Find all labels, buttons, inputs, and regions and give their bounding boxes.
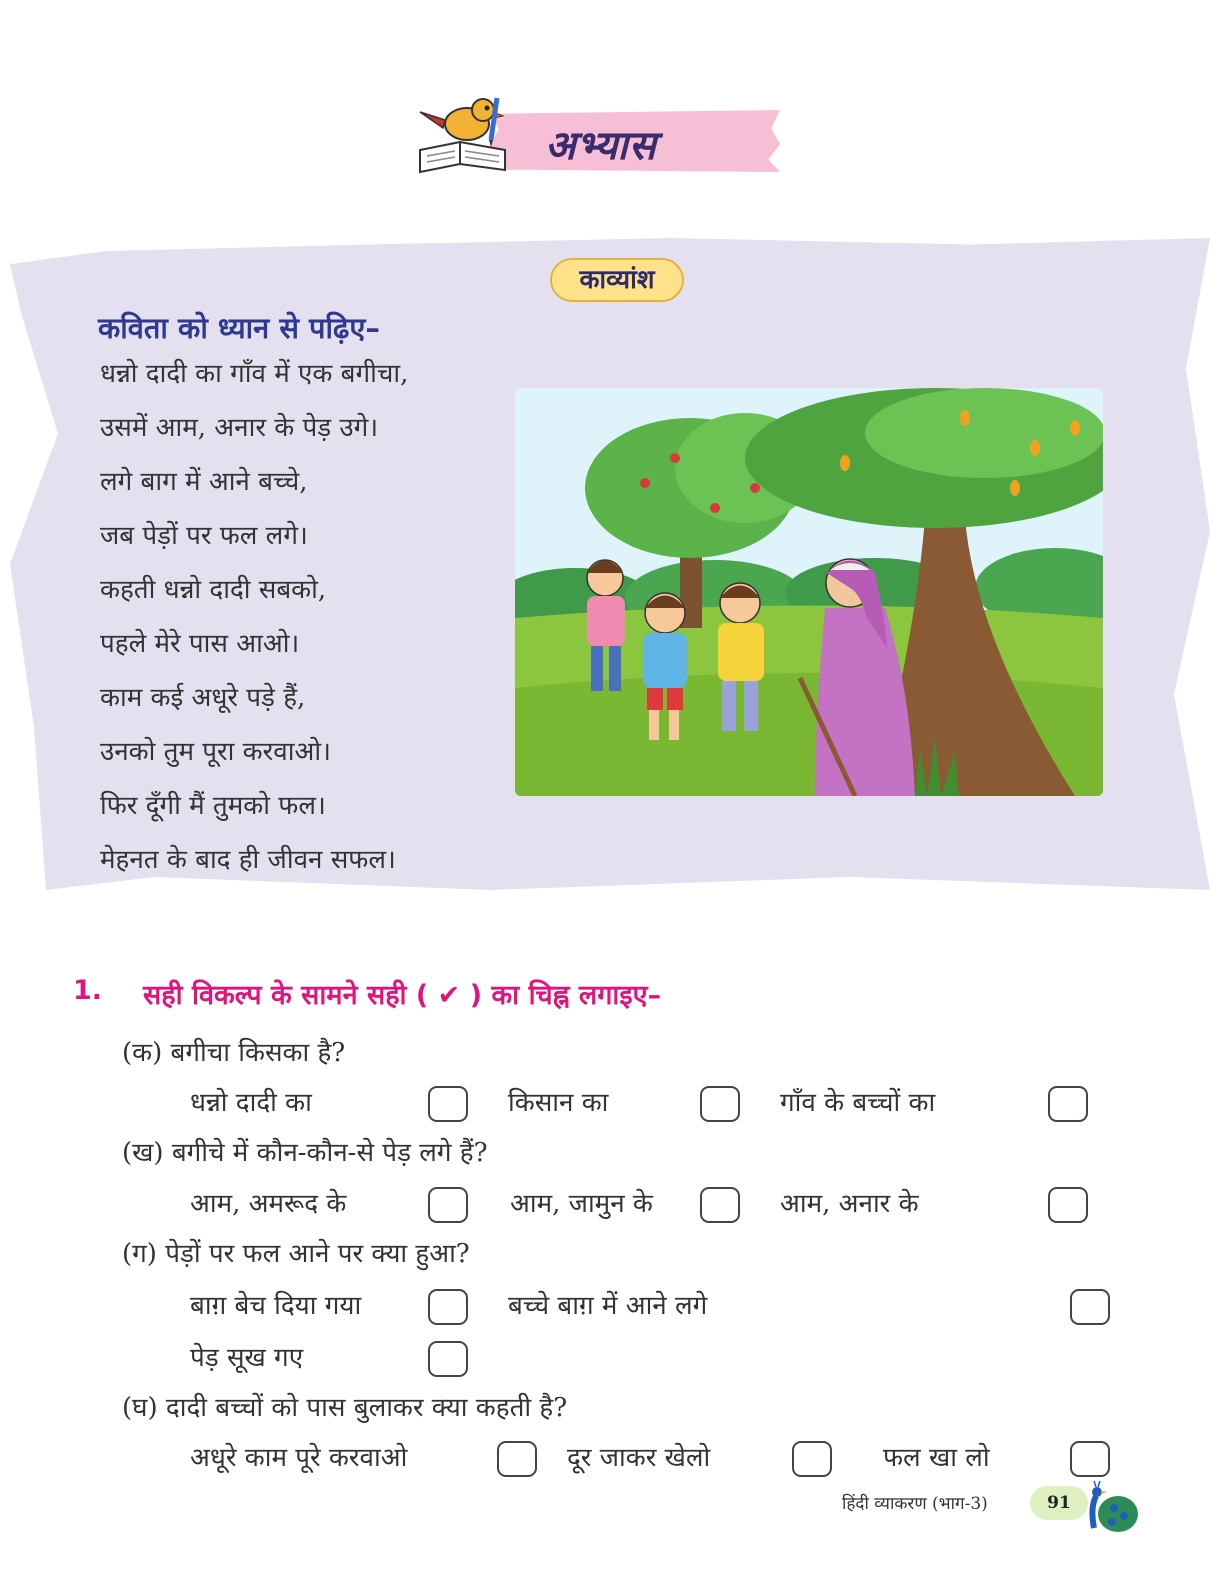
peacock-icon: [1080, 1478, 1140, 1538]
option-label: दूर जाकर खेलो: [567, 1443, 711, 1473]
poem: [100, 354, 408, 894]
poem-line: पहले मेरे पास आओ।: [100, 629, 300, 659]
poem-line: काम कई अधूरे पड़े हैं,: [100, 683, 306, 713]
answer-checkbox[interactable]: [428, 1341, 468, 1377]
answer-checkbox[interactable]: [428, 1086, 468, 1122]
question-gha: (घ) दादी बच्चों को पास बुलाकर क्या कहती है?: [122, 1393, 568, 1423]
option-label: बच्चे बाग़ में आने लगे: [508, 1291, 708, 1321]
option-label: किसान का: [508, 1088, 609, 1118]
answer-checkbox[interactable]: [792, 1441, 832, 1477]
option-label: बाग़ बेच दिया गया: [190, 1291, 362, 1321]
page-title: अभ्यास: [545, 122, 657, 169]
poem-line: लगे बाग में आने बच्चे,: [100, 467, 308, 497]
option-label: धन्नो दादी का: [190, 1088, 312, 1118]
header: [405, 90, 785, 190]
answer-checkbox[interactable]: [1070, 1289, 1110, 1325]
option-label: पेड़ सूख गए: [190, 1343, 304, 1373]
poem-line: मेहनत के बाद ही जीवन सफल।: [100, 845, 396, 875]
option-label: आम, जामुन के: [510, 1189, 653, 1219]
poem-line: कहती धन्नो दादी सबको,: [100, 575, 327, 605]
answer-checkbox[interactable]: [428, 1187, 468, 1223]
answer-checkbox[interactable]: [428, 1289, 468, 1325]
answer-checkbox[interactable]: [497, 1441, 537, 1477]
answer-checkbox[interactable]: [1070, 1441, 1110, 1477]
exercise-instruction: सही विकल्प के सामने सही ( ✔ ) का चिह्न लगाइए–: [143, 980, 662, 1011]
question-ka: (क) बगीचा किसका है?: [122, 1038, 346, 1068]
section-badge: काव्यांश: [550, 258, 684, 302]
instruction-text: कविता को ध्यान से पढ़िए–: [98, 311, 380, 345]
poem-line: उनको तुम पूरा करवाओ।: [100, 737, 331, 767]
page-number: 91: [1030, 1486, 1088, 1520]
garden-illustration: [515, 388, 1103, 796]
poem-line: उसमें आम, अनार के पेड़ उगे।: [100, 413, 379, 443]
option-label: अधूरे काम पूरे करवाओ: [190, 1443, 408, 1473]
bird-writing-icon: [405, 90, 515, 185]
answer-checkbox[interactable]: [700, 1187, 740, 1223]
book-title: हिंदी व्याकरण (भाग-3): [842, 1494, 988, 1514]
option-label: गाँव के बच्चों का: [780, 1088, 936, 1118]
poem-line: फिर दूँगी मैं तुमको फल।: [100, 791, 326, 821]
option-label: आम, अनार के: [780, 1189, 919, 1219]
answer-checkbox[interactable]: [1048, 1086, 1088, 1122]
exercise-number: 1.: [73, 975, 103, 1006]
answer-checkbox[interactable]: [1048, 1187, 1088, 1223]
question-ga: (ग) पेड़ों पर फल आने पर क्या हुआ?: [122, 1239, 470, 1269]
option-label: आम, अमरूद के: [190, 1189, 347, 1219]
option-label: फल खा लो: [883, 1443, 990, 1473]
poem-line: जब पेड़ों पर फल लगे।: [100, 521, 308, 551]
answer-checkbox[interactable]: [700, 1086, 740, 1122]
question-kha: (ख) बगीचे में कौन-कौन-से पेड़ लगे हैं?: [122, 1138, 488, 1168]
poem-line: धन्नो दादी का गाँव में एक बगीचा,: [100, 359, 409, 389]
